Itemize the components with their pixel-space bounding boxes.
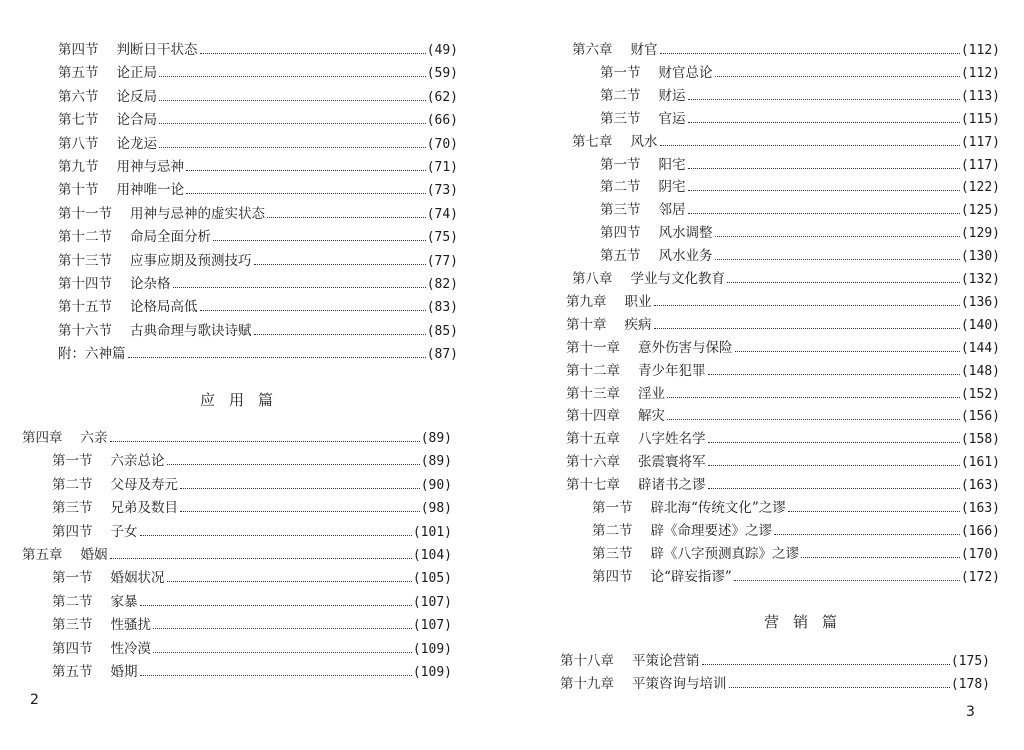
toc-entry-number: 第九节 bbox=[58, 159, 99, 175]
toc-leader-dots bbox=[200, 310, 426, 311]
toc-entry-title: 婚期 bbox=[110, 664, 138, 680]
toc-entry bbox=[58, 298, 458, 316]
toc-entry bbox=[566, 293, 1000, 311]
toc-entry-title: 财运 bbox=[658, 87, 686, 104]
toc-entry-page: (170) bbox=[960, 546, 1000, 562]
toc-entry-number: 第四节 bbox=[52, 523, 93, 540]
toc-leader-dots bbox=[715, 259, 960, 260]
toc-entry-page: (158) bbox=[960, 432, 1000, 448]
toc-entry-title: 辟诸书之谬 bbox=[638, 477, 706, 494]
toc-entry-number: 第四节 bbox=[592, 568, 633, 585]
toc-leader-dots bbox=[180, 511, 420, 512]
toc-entry-number: 第三节 bbox=[600, 110, 641, 127]
toc-entry-page: (87) bbox=[426, 347, 458, 363]
toc-entry-title: 古典命理与歌诀诗赋 bbox=[130, 322, 252, 339]
toc-leader-dots bbox=[254, 264, 426, 265]
toc-entry bbox=[592, 568, 1000, 586]
toc-entry-page: (112) bbox=[960, 65, 1000, 81]
toc-entry-title: 家暴 bbox=[110, 593, 138, 610]
toc-entry-number: 第十节 bbox=[58, 182, 99, 199]
toc-entry-page: (178) bbox=[950, 676, 990, 692]
toc-leader-dots bbox=[128, 357, 426, 358]
toc-leader-dots bbox=[654, 305, 960, 306]
toc-entry-title: 风水 bbox=[630, 133, 658, 150]
toc-leader-dots bbox=[708, 465, 960, 466]
toc-entry bbox=[52, 569, 452, 587]
toc-entry-page: (112) bbox=[960, 43, 1000, 58]
toc-entry-page: (107) bbox=[412, 618, 452, 634]
toc-entry bbox=[58, 252, 458, 270]
toc-entry-title: 性冷漠 bbox=[110, 640, 151, 657]
toc-entry-number: 第一节 bbox=[600, 156, 641, 173]
toc-entry bbox=[572, 41, 1000, 59]
toc-entry-title: 学业与文化教育 bbox=[630, 271, 725, 287]
toc-entry-page: (83) bbox=[426, 300, 458, 316]
toc-leader-dots bbox=[688, 213, 960, 214]
toc-entry-title: 财官 bbox=[630, 42, 658, 58]
toc-entry bbox=[58, 322, 458, 340]
toc-entry-number: 第四节 bbox=[52, 640, 93, 657]
toc-leader-dots bbox=[667, 419, 960, 420]
toc-leader-dots bbox=[708, 488, 960, 489]
toc-leader-dots bbox=[213, 240, 426, 241]
toc-leader-dots bbox=[110, 558, 412, 559]
toc-entry-number: 第七节 bbox=[58, 112, 99, 129]
toc-leader-dots bbox=[729, 687, 950, 688]
toc-entry-page: (73) bbox=[426, 183, 458, 199]
toc-entry-title: 平策论营销 bbox=[632, 653, 700, 669]
toc-entry bbox=[58, 158, 458, 176]
toc-entry bbox=[58, 41, 458, 59]
toc-leader-dots bbox=[727, 282, 960, 283]
toc-entry-title: 论反局 bbox=[116, 88, 157, 105]
toc-entry bbox=[58, 181, 458, 199]
toc-leader-dots bbox=[667, 397, 960, 398]
toc-entry-page: (163) bbox=[960, 478, 1000, 494]
toc-entry-number: 第三节 bbox=[600, 202, 641, 219]
toc-entry bbox=[600, 64, 1000, 82]
toc-entry-page: (125) bbox=[960, 203, 1000, 219]
toc-entry bbox=[566, 362, 1000, 380]
toc-entry-title: 阳宅 bbox=[658, 156, 686, 173]
toc-entry bbox=[52, 593, 452, 611]
toc-entry-page: (89) bbox=[420, 431, 452, 446]
toc-entry-number: 第二节 bbox=[600, 179, 641, 196]
toc-leader-dots bbox=[167, 464, 420, 465]
toc-entry-page: (130) bbox=[960, 249, 1000, 265]
toc-entry-title: 张震寰将军 bbox=[638, 454, 706, 471]
toc-leader-dots bbox=[110, 441, 420, 442]
toc-leader-dots bbox=[688, 190, 960, 191]
toc-entry-page: (166) bbox=[960, 523, 1000, 539]
toc-leader-dots bbox=[173, 287, 426, 288]
toc-entry-page: (104) bbox=[412, 548, 452, 563]
toc-entry-title: 邻居 bbox=[658, 202, 686, 219]
toc-entry bbox=[600, 224, 1000, 242]
toc-entry-number: 第十九章 bbox=[560, 675, 614, 692]
toc-leader-dots bbox=[654, 328, 960, 329]
toc-entry-title: 论“辟妄指谬” bbox=[650, 568, 732, 585]
toc-entry bbox=[22, 429, 452, 447]
toc-leader-dots bbox=[153, 652, 412, 653]
toc-entry-number: 第十三节 bbox=[58, 252, 112, 269]
toc-entry bbox=[22, 546, 452, 564]
toc-entry-title: 阴宅 bbox=[658, 179, 686, 196]
toc-entry-number: 第十五章 bbox=[566, 431, 620, 448]
toc-leader-dots bbox=[153, 628, 412, 629]
toc-entry-title: 命局全面分析 bbox=[130, 229, 211, 246]
toc-entry-title: 疾病 bbox=[624, 316, 652, 333]
toc-leader-dots bbox=[735, 351, 960, 352]
toc-entry-number: 第九章 bbox=[566, 293, 607, 310]
toc-entry-page: (175) bbox=[950, 654, 990, 669]
toc-entry-number: 第六节 bbox=[58, 88, 99, 105]
toc-entry bbox=[58, 64, 458, 82]
toc-entry-page: (152) bbox=[960, 386, 1000, 402]
toc-leader-dots bbox=[159, 147, 426, 148]
toc-leader-dots bbox=[167, 581, 412, 582]
toc-entry-number: 第十一节 bbox=[58, 205, 112, 222]
toc-entry bbox=[572, 133, 1000, 151]
toc-leader-dots bbox=[702, 664, 950, 665]
toc-entry-title: 职业 bbox=[624, 293, 652, 310]
toc-entry-number: 第五节 bbox=[600, 248, 641, 265]
toc-leader-dots bbox=[267, 217, 426, 218]
toc-entry-title: 论正局 bbox=[116, 65, 157, 82]
toc-entry-title: 论合局 bbox=[116, 112, 157, 129]
toc-entry-number: 第七章 bbox=[572, 133, 613, 150]
toc-entry-number: 第一节 bbox=[592, 500, 633, 516]
toc-entry-number: 附： bbox=[58, 346, 85, 363]
toc-entry-page: (156) bbox=[960, 409, 1000, 425]
toc-entry bbox=[592, 545, 1000, 563]
toc-entry-title: 六亲 bbox=[80, 430, 108, 446]
toc-entry-page: (62) bbox=[426, 89, 458, 105]
toc-entry bbox=[52, 640, 452, 658]
toc-entry-number: 第十六节 bbox=[58, 322, 112, 339]
toc-entry-number: 第二节 bbox=[600, 87, 641, 104]
toc-entry-page: (89) bbox=[420, 454, 452, 470]
toc-entry-number: 第三节 bbox=[52, 500, 93, 517]
toc-entry-title: 论杂格 bbox=[130, 276, 171, 292]
toc-entry bbox=[592, 499, 1000, 517]
toc-entry-page: (77) bbox=[426, 253, 458, 269]
toc-entry bbox=[592, 522, 1000, 540]
toc-entry bbox=[566, 407, 1000, 425]
toc-leader-dots bbox=[688, 122, 960, 123]
toc-entry-number: 第二节 bbox=[592, 522, 633, 539]
toc-entry bbox=[566, 316, 1000, 334]
toc-leader-dots bbox=[254, 334, 426, 335]
toc-entry-title: 解灾 bbox=[638, 408, 665, 425]
toc-entry-number: 第一节 bbox=[52, 453, 93, 470]
toc-entry-number: 第三节 bbox=[52, 617, 93, 634]
toc-entry-title: 风水业务 bbox=[658, 248, 713, 265]
toc-entry-title: 辟《八字预测真踪》之谬 bbox=[650, 545, 799, 562]
toc-entry-title: 风水调整 bbox=[658, 225, 713, 242]
toc-leader-dots bbox=[801, 557, 960, 558]
right-page bbox=[512, 0, 1024, 750]
toc-entry bbox=[58, 205, 458, 223]
toc-entry-number: 第十五节 bbox=[58, 299, 112, 316]
toc-entry-title: 婚姻 bbox=[80, 547, 108, 563]
toc-entry-number: 第十六章 bbox=[566, 454, 620, 471]
toc-entry-number: 第一节 bbox=[600, 64, 641, 81]
toc-entry-number: 第三节 bbox=[592, 545, 633, 562]
toc-entry-page: (49) bbox=[426, 43, 458, 58]
toc-entry-page: (117) bbox=[960, 134, 1000, 150]
toc-entry bbox=[58, 111, 458, 129]
toc-entry-page: (148) bbox=[960, 363, 1000, 379]
toc-entry bbox=[58, 135, 458, 153]
toc-leader-dots bbox=[688, 168, 960, 169]
toc-entry-title: 六亲总论 bbox=[110, 453, 165, 470]
page-number-left: 2 bbox=[30, 692, 39, 708]
toc-leader-dots bbox=[140, 675, 412, 676]
toc-entry bbox=[600, 110, 1000, 128]
toc-leader-dots bbox=[715, 76, 960, 77]
toc-entry bbox=[600, 178, 1000, 196]
toc-entry-page: (140) bbox=[960, 317, 1000, 333]
toc-leader-dots bbox=[186, 193, 426, 194]
toc-entry-page: (172) bbox=[960, 569, 1000, 585]
toc-entry-title: 辟《命理要述》之谬 bbox=[650, 522, 772, 539]
toc-entry-page: (129) bbox=[960, 226, 1000, 242]
toc-entry bbox=[566, 385, 1000, 403]
toc-entry-number: 第十一章 bbox=[566, 339, 620, 356]
toc-entry-title: 用神与忌神 bbox=[116, 159, 184, 175]
part-heading-application: 应用篇 bbox=[200, 391, 288, 409]
toc-leader-dots bbox=[708, 374, 960, 375]
part-heading-marketing: 营销篇 bbox=[764, 613, 852, 631]
toc-entry-page: (122) bbox=[960, 180, 1000, 196]
toc-entry bbox=[52, 616, 452, 634]
toc-entry bbox=[58, 345, 458, 363]
toc-entry bbox=[600, 156, 1000, 174]
toc-entry bbox=[52, 523, 452, 541]
toc-entry-number: 第五节 bbox=[52, 664, 93, 680]
toc-entry-number: 第五章 bbox=[22, 547, 63, 563]
toc-entry-title: 论格局高低 bbox=[130, 299, 198, 316]
toc-entry-page: (136) bbox=[960, 294, 1000, 310]
toc-entry-page: (74) bbox=[426, 206, 458, 222]
toc-entry bbox=[600, 247, 1000, 265]
toc-entry-number: 第十二节 bbox=[58, 229, 112, 246]
toc-entry-number: 第八节 bbox=[58, 135, 99, 152]
toc-entry-title: 淫业 bbox=[638, 385, 665, 402]
toc-leader-dots bbox=[159, 123, 426, 124]
toc-entry-title: 兄弟及数目 bbox=[110, 500, 178, 517]
toc-entry bbox=[566, 430, 1000, 448]
toc-entry-number: 第十七章 bbox=[566, 477, 620, 494]
toc-entry bbox=[566, 453, 1000, 471]
toc-entry-title: 判断日干状态 bbox=[116, 42, 198, 58]
toc-entry-page: (105) bbox=[412, 571, 452, 587]
toc-entry-page: (109) bbox=[412, 665, 452, 680]
toc-entry bbox=[560, 675, 990, 693]
toc-entry-number: 第五节 bbox=[58, 65, 99, 82]
toc-entry bbox=[52, 663, 452, 681]
toc-leader-dots bbox=[159, 76, 426, 77]
toc-entry bbox=[58, 88, 458, 106]
toc-entry bbox=[52, 452, 452, 470]
toc-entry-page: (82) bbox=[426, 277, 458, 292]
toc-entry-page: (70) bbox=[426, 136, 458, 152]
toc-entry-title: 子女 bbox=[110, 523, 138, 540]
toc-entry-page: (163) bbox=[960, 501, 1000, 516]
toc-entry-number: 第四章 bbox=[22, 430, 63, 446]
toc-entry-title: 财官总论 bbox=[658, 64, 713, 81]
toc-entry-number: 第一节 bbox=[52, 570, 93, 587]
toc-entry-title: 八字姓名学 bbox=[638, 431, 706, 448]
toc-entry-page: (59) bbox=[426, 66, 458, 82]
toc-entry-number: 第六章 bbox=[572, 42, 613, 58]
toc-entry-number: 第十四章 bbox=[566, 408, 620, 425]
toc-entry bbox=[52, 499, 452, 517]
toc-entry-title: 应事应期及预测技巧 bbox=[130, 252, 252, 269]
toc-entry-title: 用神与忌神的虚实状态 bbox=[130, 205, 265, 222]
toc-entry-title: 六神篇 bbox=[85, 346, 126, 363]
toc-entry bbox=[58, 228, 458, 246]
toc-entry-title: 辟北海“传统文化”之谬 bbox=[650, 500, 786, 516]
toc-leader-dots bbox=[688, 99, 960, 100]
toc-entry-page: (71) bbox=[426, 160, 458, 175]
toc-leader-dots bbox=[140, 605, 412, 606]
toc-entry-title: 论龙运 bbox=[116, 135, 157, 152]
toc-entry-number: 第十章 bbox=[566, 316, 607, 333]
toc-entry-page: (98) bbox=[420, 501, 452, 517]
toc-entry-page: (109) bbox=[412, 641, 452, 657]
toc-entry-page: (75) bbox=[426, 230, 458, 246]
toc-entry-title: 青少年犯罪 bbox=[638, 362, 706, 379]
toc-entry-page: (117) bbox=[960, 157, 1000, 173]
toc-entry-page: (115) bbox=[960, 111, 1000, 127]
toc-entry bbox=[58, 275, 458, 293]
toc-leader-dots bbox=[180, 488, 420, 489]
toc-entry-page: (107) bbox=[412, 594, 452, 610]
toc-entry-title: 性骚扰 bbox=[110, 617, 151, 634]
toc-entry-number: 第八章 bbox=[572, 271, 613, 287]
toc-entry-number: 第十二章 bbox=[566, 362, 620, 379]
toc-entry-title: 父母及寿元 bbox=[110, 476, 178, 493]
toc-entry bbox=[52, 476, 452, 494]
toc-entry-title: 平策咨询与培训 bbox=[632, 675, 727, 692]
toc-leader-dots bbox=[140, 535, 412, 536]
toc-entry-title: 用神唯一论 bbox=[116, 182, 184, 199]
toc-entry bbox=[566, 339, 1000, 357]
toc-entry bbox=[572, 270, 1000, 288]
toc-leader-dots bbox=[159, 100, 426, 101]
toc-entry-number: 第十八章 bbox=[560, 653, 614, 669]
toc-entry-title: 婚姻状况 bbox=[110, 570, 165, 587]
toc-leader-dots bbox=[186, 170, 426, 171]
toc-entry-page: (113) bbox=[960, 88, 1000, 104]
toc-entry-number: 第二节 bbox=[52, 476, 93, 493]
toc-leader-dots bbox=[660, 53, 960, 54]
toc-leader-dots bbox=[788, 511, 960, 512]
toc-entry-number: 第十四节 bbox=[58, 276, 112, 292]
toc-entry bbox=[600, 201, 1000, 219]
toc-entry bbox=[566, 476, 1000, 494]
toc-entry-page: (161) bbox=[960, 455, 1000, 471]
toc-entry-number: 第二节 bbox=[52, 593, 93, 610]
toc-leader-dots bbox=[734, 580, 960, 581]
toc-entry-page: (85) bbox=[426, 323, 458, 339]
toc-entry-number: 第四节 bbox=[600, 225, 641, 242]
toc-entry-page: (90) bbox=[420, 477, 452, 493]
toc-leader-dots bbox=[708, 442, 960, 443]
left-page bbox=[0, 0, 500, 750]
toc-entry-page: (101) bbox=[412, 524, 452, 540]
toc-entry-number: 第十三章 bbox=[566, 385, 620, 402]
toc-entry bbox=[600, 87, 1000, 105]
toc-entry-number: 第四节 bbox=[58, 42, 99, 58]
toc-leader-dots bbox=[200, 53, 426, 54]
toc-entry-page: (66) bbox=[426, 113, 458, 129]
toc-entry-page: (144) bbox=[960, 340, 1000, 356]
toc-leader-dots bbox=[660, 145, 960, 146]
toc-entry-title: 官运 bbox=[658, 110, 686, 127]
toc-leader-dots bbox=[774, 534, 960, 535]
toc-leader-dots bbox=[715, 236, 960, 237]
toc-entry bbox=[560, 652, 990, 670]
toc-entry-page: (132) bbox=[960, 272, 1000, 287]
toc-entry-title: 意外伤害与保险 bbox=[638, 339, 733, 356]
page-number-right: 3 bbox=[966, 704, 975, 720]
